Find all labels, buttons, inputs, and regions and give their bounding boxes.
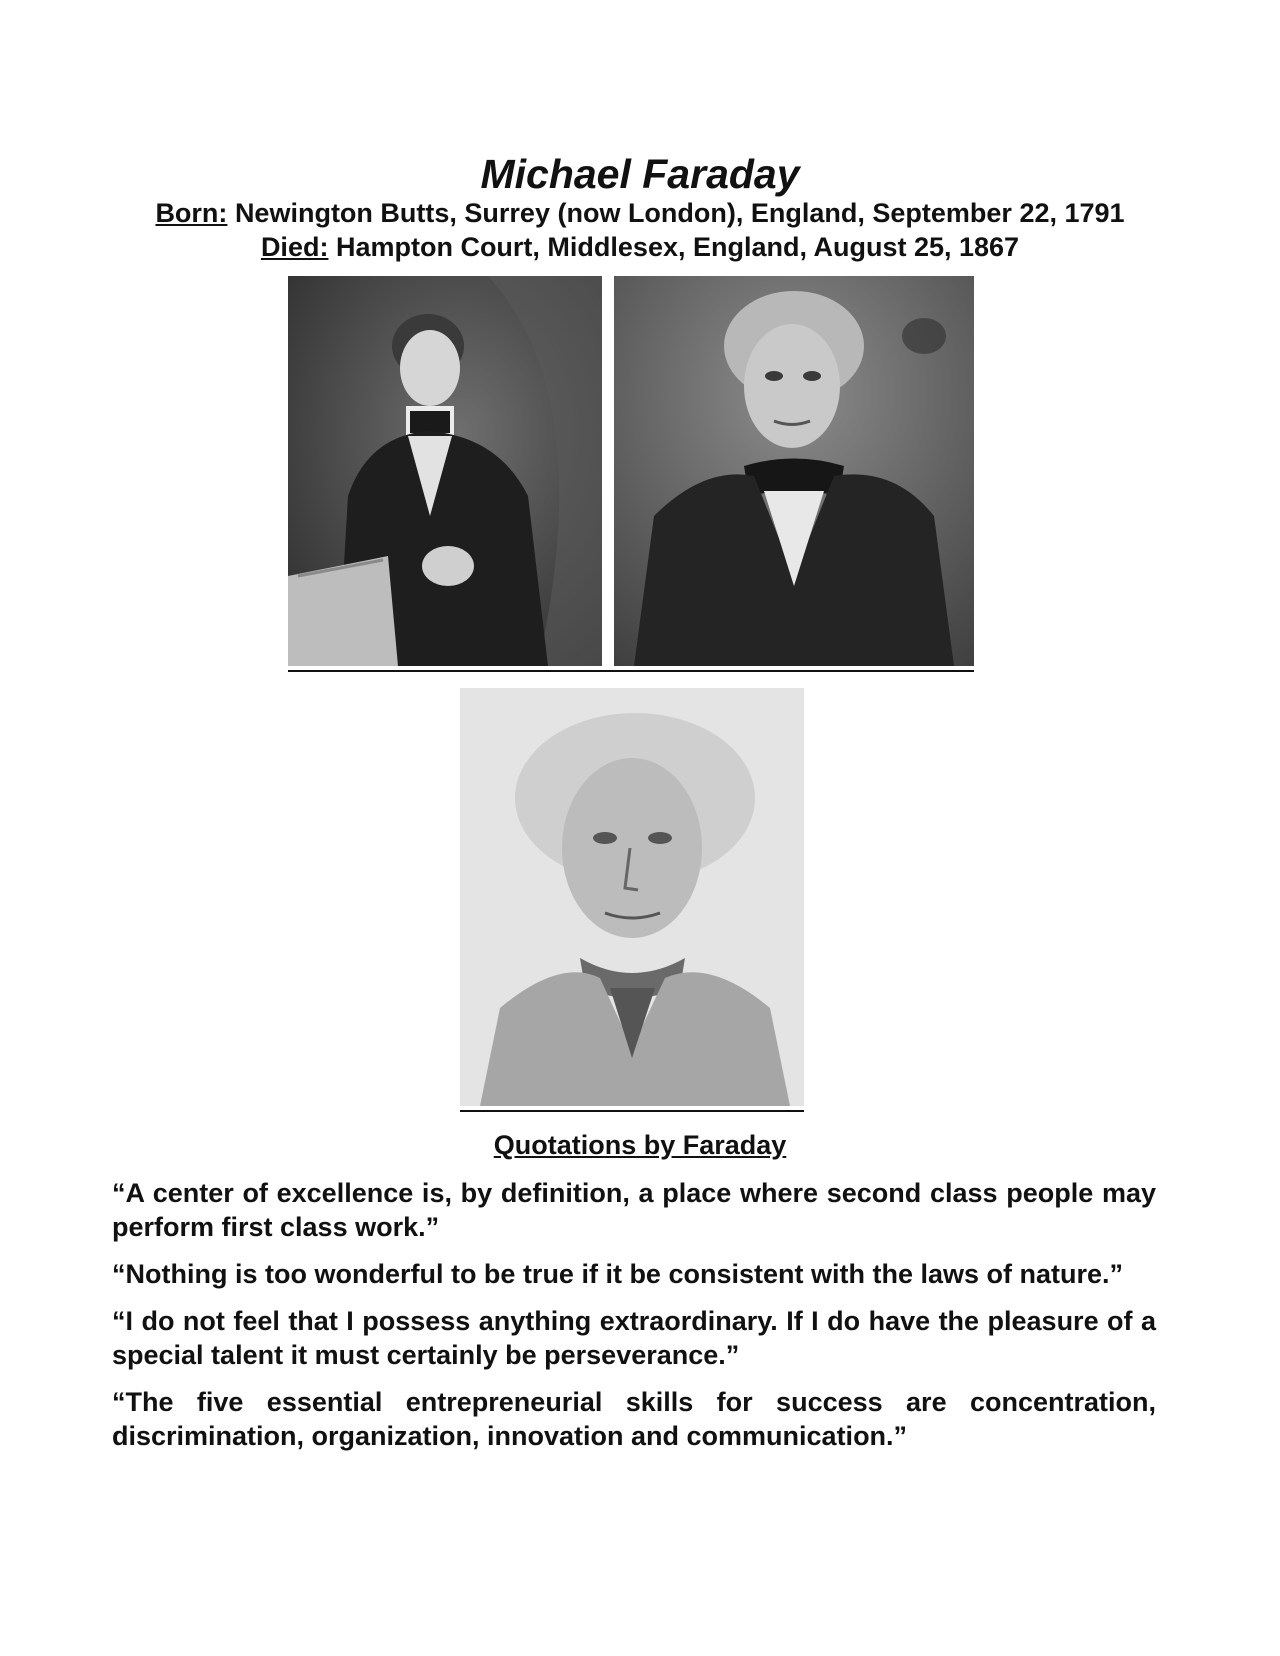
died-label: Died: — [260, 232, 329, 262]
portrait-engraving-elderly-faraday-icon — [460, 688, 804, 1106]
photo-row-divider — [288, 670, 974, 672]
quote-item: “I do not feel that I possess anything extraordinary. If I do have the pleasure of a special talent it must certainly be perseverance.” — [112, 1306, 1156, 1370]
page-title: Michael Faraday — [480, 151, 800, 197]
quote-item: “Nothing is too wonderful to be true if it be consistent with the laws of nature.” — [112, 1259, 1124, 1289]
portrait-photograph-faraday-icon — [614, 276, 974, 666]
born-text: Newington Butts, Surrey (now London), England, September 22, 1791 — [234, 198, 1125, 228]
born-line — [0, 196, 1280, 230]
quote-item: “The five essential entrepreneurial skills for success are concentration, discrimination, organization, innovation and communication.” — [112, 1387, 1156, 1451]
quotations-heading: Quotations by Faraday — [493, 1130, 787, 1160]
portrait-engraving-young-faraday-icon — [288, 276, 602, 666]
died-line — [0, 230, 1280, 264]
portrait-divider — [460, 1110, 804, 1112]
died-text: Hampton Court, Middlesex, England, August 25, 1867 — [335, 232, 1020, 262]
quotations-list — [112, 1176, 1156, 1466]
born-label: Born: — [155, 198, 228, 228]
quote-item: “A center of excellence is, by definition, a place where second class people may perform first class work.” — [112, 1178, 1156, 1242]
